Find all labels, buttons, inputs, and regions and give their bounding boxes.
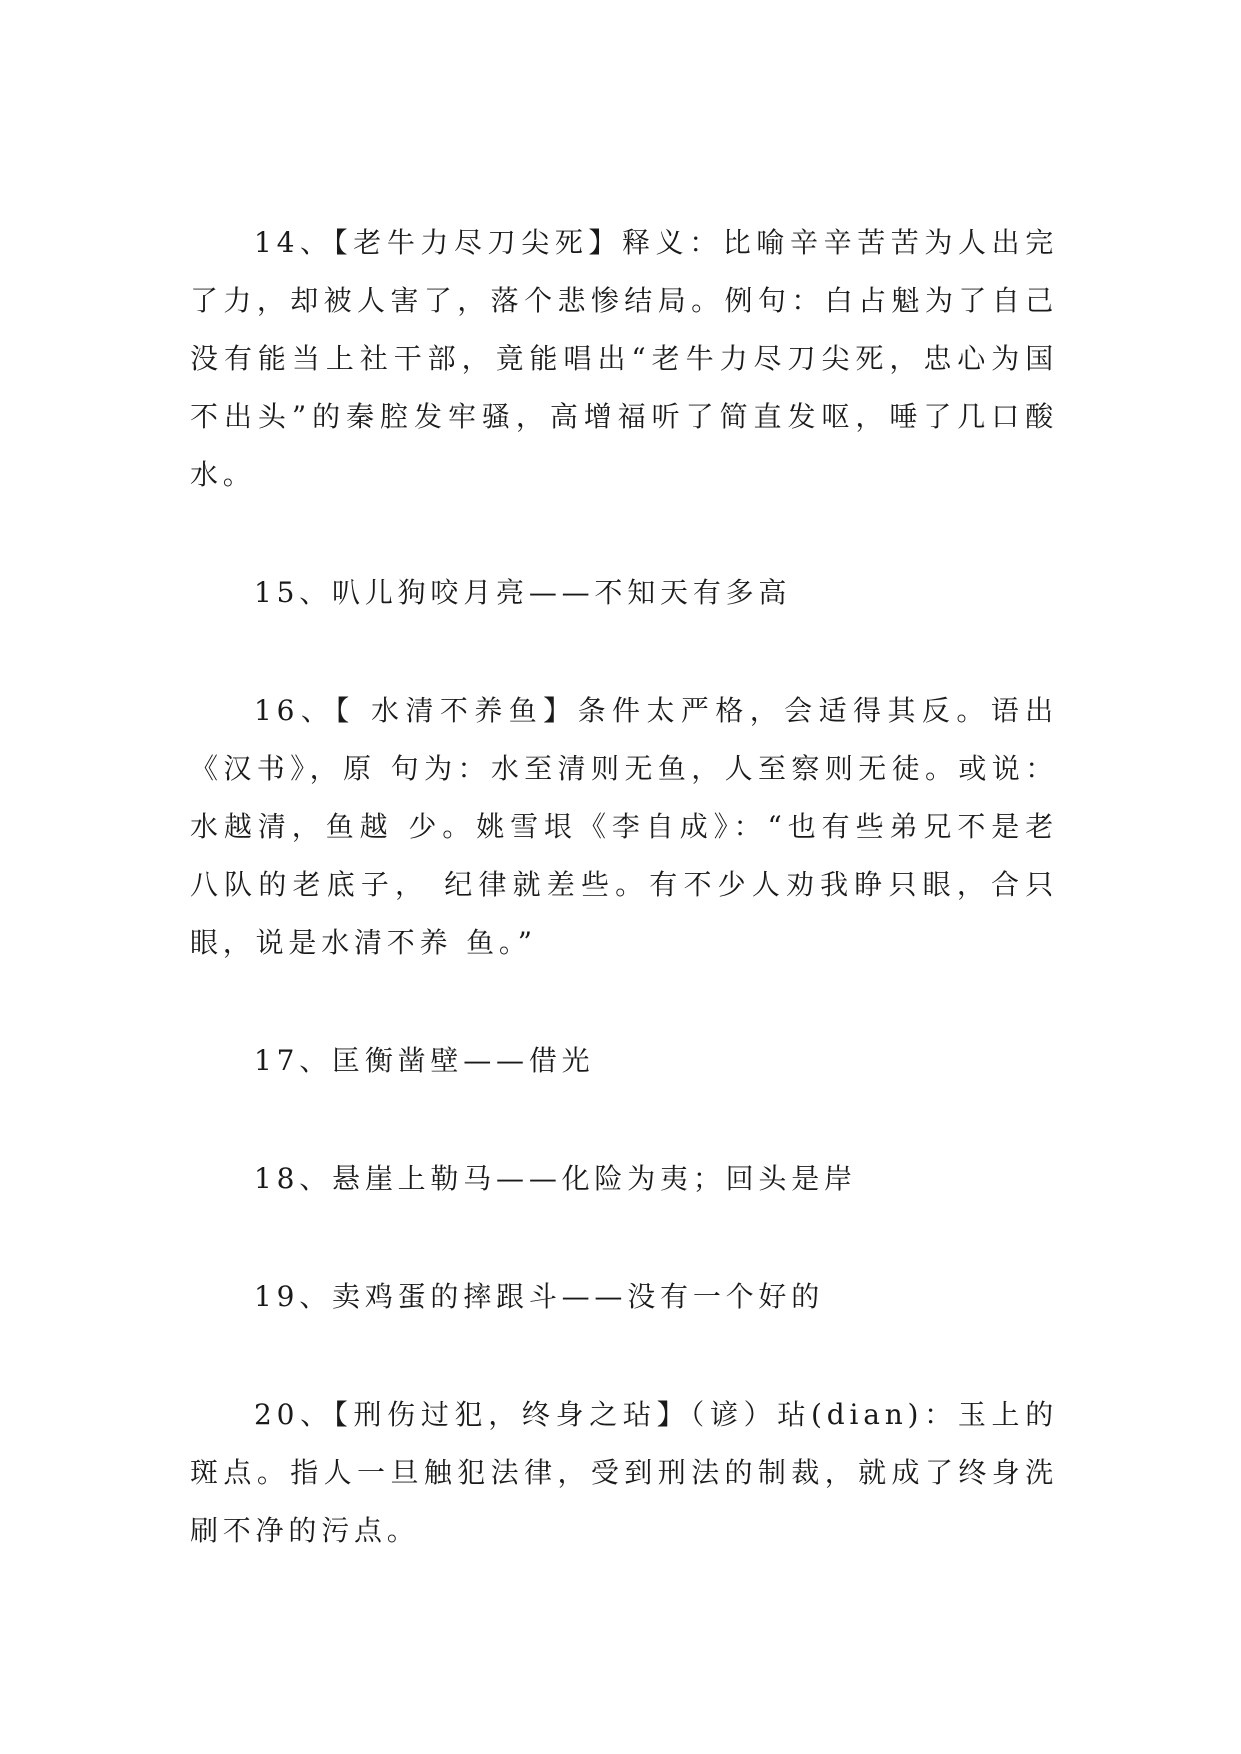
paragraph-20: 20、【刑伤过犯，终身之玷】（谚）玷(dian)：玉上的斑点。指人一旦触犯法律，受到刑法的制裁，就成了终身洗刷不净的污点。 xyxy=(190,1398,1058,1547)
paragraph-18: 18、悬崖上勒马——化险为夷；回头是岸 xyxy=(254,1162,857,1195)
paragraph-14: 14、【老牛力尽刀尖死】释义：比喻辛辛苦苦为人出完了力，却被人害了，落个悲惨结局。例句：白占魁为了自己没有能当上社干部，竟能唱出“老牛力尽刀尖死，忠心为国不出头”的秦腔发牢骚，高增福听了简直发呕，唾了几口酸水。 xyxy=(190,226,1058,491)
paragraph-16: 16、【 水清不养鱼】条件太严格，会适得其反。语出《汉书》，原 句为：水至清则无鱼，人至察则无徒。或说：水越清，鱼越 少。姚雪垠《李自成》：“也有些弟兄不是老八队的老底子， 纪律就差些。有不少人劝我睁只眼，合只眼，说是水清不养 鱼。” xyxy=(190,694,1058,959)
paragraph-17: 17、匡衡凿壁——借光 xyxy=(254,1044,595,1077)
paragraph-19: 19、卖鸡蛋的摔跟斗——没有一个好的 xyxy=(254,1280,825,1313)
paragraph-15: 15、叭儿狗咬月亮——不知天有多高 xyxy=(254,576,792,609)
document-body xyxy=(190,214,1058,1560)
